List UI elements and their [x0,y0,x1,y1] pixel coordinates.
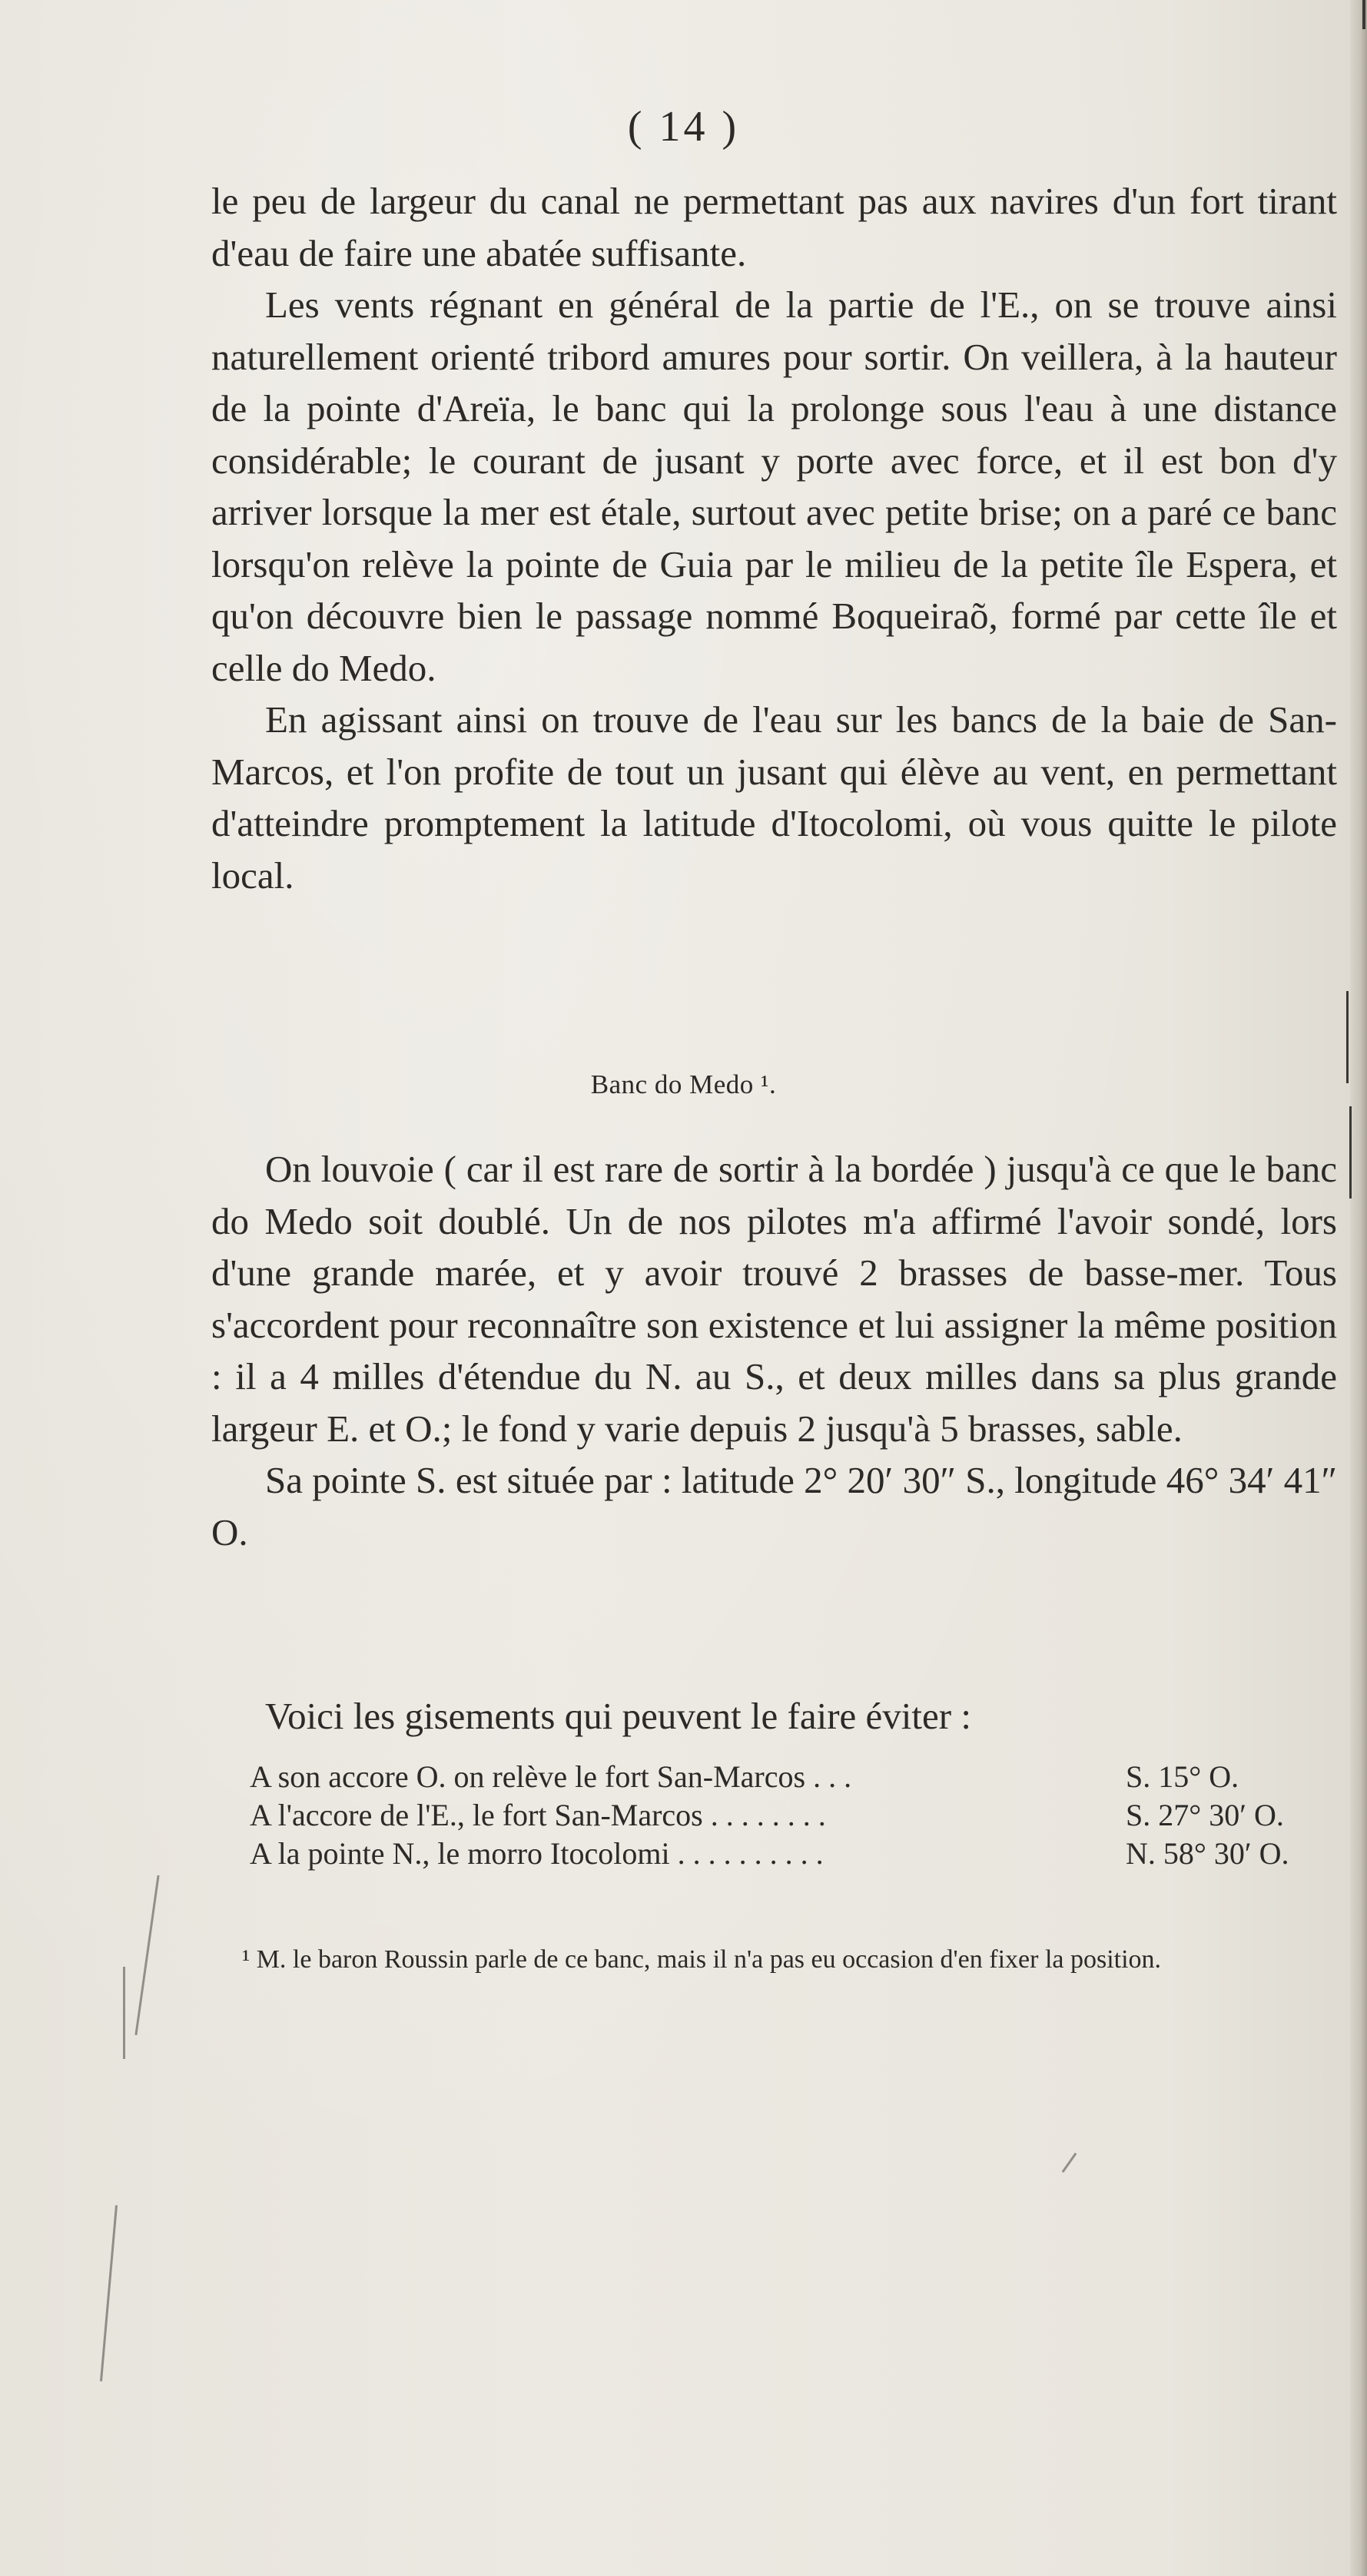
paragraph: Sa pointe S. est située par : latitude 2° 20′ 30″ S., longitude 46° 34′ 41″ O. [211,1459,1337,1553]
bearing-row [250,1835,1326,1873]
bearings-table [250,1758,1326,1873]
footnote-text: ¹ M. le baron Roussin parle de ce banc, mais il n'a pas eu occasion d'en fixer la position. [242,1945,1162,1974]
margin-mark [100,2205,118,2381]
edge-mark [1362,0,1365,29]
bearing-value: S. 27° 30′ O. [1126,1798,1284,1832]
margin-mark [123,1967,125,2059]
margin-mark [1062,2153,1077,2173]
page-number: ( 14 ) [627,103,740,151]
body-text-bottom [211,1143,1337,1558]
bearing-description: A son accore O. on relève le fort San-Marcos . . . [250,1759,852,1794]
bearing-row [250,1758,1326,1796]
section-heading: Banc do Medo ¹. [590,1069,777,1099]
edge-mark [1349,1106,1352,1198]
margin-mark [134,1875,159,2035]
bearings-intro: Voici les gisements qui peuvent le faire éviter : [265,1695,971,1737]
bearing-value: S. 15° O. [1126,1759,1239,1794]
footnote [211,1942,1337,1977]
body-text-top [211,175,1337,901]
paragraph: le peu de largeur du canal ne permettant pas aux navires d'un fort tirant d'eau de faire une abatée suffisante. [211,180,1337,274]
page-edge [1350,0,1367,2576]
paragraph: En agissant ainsi on trouve de l'eau sur les bancs de la baie de San-Marcos, et l'on profite de tout un jusant qui élève au vent, en permettant d'atteindre promptement la latitude d'Itocolomi, où vous quitte le pilote local. [211,698,1337,897]
bearing-description: A la pointe N., le morro Itocolomi . . . . . . . . . . [250,1836,824,1871]
bearing-row [250,1796,1326,1835]
bearing-description: A l'accore de l'E., le fort San-Marcos . . . . . . . . [250,1798,826,1832]
paragraph: On louvoie ( car il est rare de sortir à la bordée ) jusqu'à ce que le banc do Medo soit doublé. Un de nos pilotes m'a affirmé l'avoir sondé, lors d'une grande marée, et y avoir trouvé 2 brasses de basse-mer. Tous s'accordent pour reconnaître son existence et lui assigner la même position : il a 4 milles d'étendue du N. au S., et deux milles dans sa plus grande largeur E. et O.; le fond y varie depuis 2 jusqu'à 5 brasses, sable. [211,1148,1337,1450]
paragraph: Les vents régnant en général de la partie de l'E., on se trouve ainsi naturellement orienté tribord amures pour sortir. On veillera, à la hauteur de la pointe d'Areïa, le banc qui la prolonge sous l'eau à une distance considérable; le courant de jusant y porte avec force, et il est bon d'y arriver lorsque la mer est étale, surtout avec petite brise; on a paré ce banc lorsqu'on relève la pointe de Guia par le milieu de la petite île Espera, et qu'on découvre bien le passage nommé Boqueiraõ, formé par cette île et celle do Medo. [211,283,1337,689]
bearing-value: N. 58° 30′ O. [1126,1836,1289,1871]
